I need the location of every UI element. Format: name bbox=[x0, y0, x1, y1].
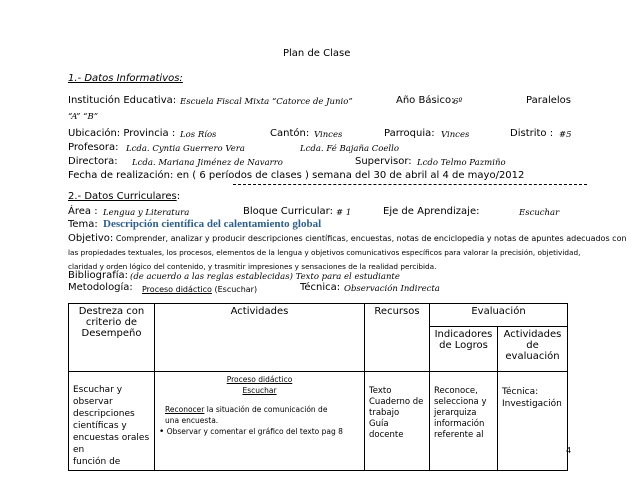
header-actividades: Actividades bbox=[155, 304, 365, 372]
objetivo-label: Objetivo: bbox=[68, 233, 114, 244]
institucion-label: Institución Educativa: bbox=[68, 95, 177, 106]
objetivo-line2: las propiedades textuales, los procesos, elementos de la lengua y objetivos comunicativos específicos para valorar la precisión, objetividad, bbox=[68, 248, 581, 257]
header-indicadores bbox=[430, 327, 498, 372]
indicador-line: jerarquiza bbox=[434, 408, 477, 418]
separator-line bbox=[233, 184, 587, 185]
tecnica-label: Técnica: bbox=[300, 282, 341, 293]
canton-label: Cantón: bbox=[270, 128, 310, 139]
header-destreza-3: Desempeño bbox=[81, 328, 142, 339]
anio-label: Año Básico: bbox=[396, 95, 455, 106]
reconocer-rest: la situación de comunicación de bbox=[204, 405, 328, 414]
directora-value: Lcda. Mariana Jiménez de Navarro bbox=[132, 158, 283, 168]
metodologia-paren: (Escuchar) bbox=[211, 285, 258, 294]
section2-heading: 2.- Datos Curriculares bbox=[68, 191, 177, 202]
indicador-line: referente al bbox=[434, 430, 484, 440]
profesora-1: Lcda. Cyntia Guerrero Vera bbox=[126, 144, 245, 154]
cell-indicadores bbox=[430, 372, 498, 471]
destreza-line: encuestas orales en bbox=[73, 433, 150, 455]
tecnica-value: Observación Indirecta bbox=[344, 284, 440, 294]
directora-label: Directora: bbox=[68, 156, 118, 167]
destreza-line: descripciones bbox=[73, 409, 135, 419]
plan-table bbox=[68, 303, 568, 471]
fecha-realizacion: Fecha de realización: en ( 6 períodos de clases ) semana del 30 de abril al 4 de mayo/2012 bbox=[68, 170, 525, 181]
header-act-eval bbox=[498, 327, 568, 372]
destreza-line: función de bbox=[73, 457, 121, 467]
reconocer-continuation: una encuesta. bbox=[165, 416, 219, 425]
page-number: 4 bbox=[566, 446, 572, 455]
section2-heading-wrap bbox=[68, 191, 180, 202]
indicador-line: Reconoce, bbox=[434, 386, 478, 396]
destreza-line: Escuchar y observar bbox=[73, 385, 123, 407]
header-destreza bbox=[69, 304, 155, 372]
bloque-label: Bloque Curricular: bbox=[243, 206, 333, 217]
institucion-value: Escuela Fiscal Mixta “Catorce de Junio” bbox=[180, 97, 353, 107]
reconocer-word: Reconocer bbox=[165, 405, 205, 414]
recurso-item: Texto bbox=[369, 386, 392, 396]
tema-value: Descripción científica del calentamiento global bbox=[103, 218, 322, 230]
bloque-value: # 1 bbox=[336, 208, 352, 218]
supervisor-label: Supervisor: bbox=[355, 156, 412, 167]
objetivo-line1 bbox=[68, 233, 627, 244]
cell-act-eval bbox=[498, 372, 568, 471]
bibliografia-label: Bibliografía: bbox=[68, 270, 129, 281]
profesora-label: Profesora: bbox=[68, 142, 119, 153]
destreza-line: científicas y bbox=[73, 421, 127, 431]
paralelos-label: Paralelos bbox=[526, 95, 571, 106]
ubicacion-label: Ubicación: Provincia : bbox=[68, 128, 176, 139]
cell-recursos bbox=[365, 372, 430, 471]
table-header-row bbox=[69, 304, 568, 327]
area-value: Lengua y Literatura bbox=[103, 208, 190, 218]
header-evaluacion: Evaluación bbox=[430, 304, 568, 327]
recurso-item: trabajo bbox=[369, 408, 400, 418]
objetivo-text-1: Comprender, analizar y producir descripciones científicas, encuestas, notas de enciclopedia y notas de apuntes adecuados con bbox=[115, 234, 627, 243]
distrito-label: Distrito : bbox=[510, 128, 554, 139]
tecnica-line: Investigación bbox=[502, 399, 562, 409]
cell-destreza bbox=[69, 372, 155, 471]
provincia-value: Los Ríos bbox=[180, 130, 217, 140]
metodologia-value-wrap bbox=[142, 285, 257, 294]
indicador-line: información bbox=[434, 419, 485, 429]
distrito-value: #5 bbox=[559, 130, 572, 140]
metodologia-value: Proceso didáctico bbox=[142, 285, 212, 294]
proceso-subheading: Escuchar bbox=[242, 386, 277, 395]
eje-label: Eje de Aprendizaje: bbox=[383, 206, 480, 217]
section2-heading-colon: : bbox=[176, 191, 181, 202]
section1-heading: 1.- Datos Informativos: bbox=[68, 73, 183, 84]
bullet-item bbox=[159, 426, 360, 438]
header-indicadores-1: Indicadores bbox=[434, 329, 493, 340]
eje-value: Escuchar bbox=[519, 208, 560, 218]
bullet-text: Observar y comentar el gráfico del texto pag 8 bbox=[166, 427, 343, 436]
header-recursos: Recursos bbox=[365, 304, 430, 372]
recurso-item: Cuaderno de bbox=[369, 397, 424, 407]
metodologia-label: Metodología: bbox=[68, 282, 133, 293]
profesora-2: Lcda. Fé Bajaña Coello bbox=[300, 144, 399, 154]
header-act-eval-1: Actividades bbox=[503, 329, 562, 340]
area-label: Área : bbox=[68, 206, 98, 217]
page-title: Plan de Clase bbox=[283, 48, 351, 59]
reconocer-line bbox=[159, 404, 360, 415]
header-destreza-1: Destreza con bbox=[78, 306, 145, 317]
indicador-line: selecciona y bbox=[434, 397, 487, 407]
paralelos-value: “A” “B” bbox=[68, 112, 99, 122]
supervisor-value: Lcdo Telmo Pazmiño bbox=[417, 158, 506, 168]
header-indicadores-2: de Logros bbox=[439, 340, 488, 351]
header-destreza-2: criterio de bbox=[85, 317, 138, 328]
proceso-heading: Proceso didáctico bbox=[226, 375, 293, 384]
parroquia-label: Parroquia: bbox=[384, 128, 435, 139]
objetivo-line3: claridad y orden lógico del contenido, y trasmitir impresiones y sensaciones de la realidad percibida. bbox=[68, 262, 437, 271]
tema-label: Tema: bbox=[68, 219, 98, 230]
header-act-eval-3: evaluación bbox=[505, 351, 560, 362]
parroquia-value: Vinces bbox=[441, 130, 470, 140]
tecnica-line: Técnica: bbox=[502, 387, 539, 397]
table-row bbox=[69, 372, 568, 471]
bibliografia-value: (de acuerdo a las reglas establecidas) Texto para el estudiante bbox=[130, 272, 400, 282]
recurso-item: Guía docente bbox=[369, 419, 404, 440]
header-act-eval-2: de bbox=[526, 340, 539, 351]
bullet-icon: • bbox=[159, 427, 165, 437]
cell-actividades bbox=[155, 372, 365, 471]
anio-value: 6º bbox=[453, 97, 463, 107]
canton-value: Vinces bbox=[314, 130, 343, 140]
